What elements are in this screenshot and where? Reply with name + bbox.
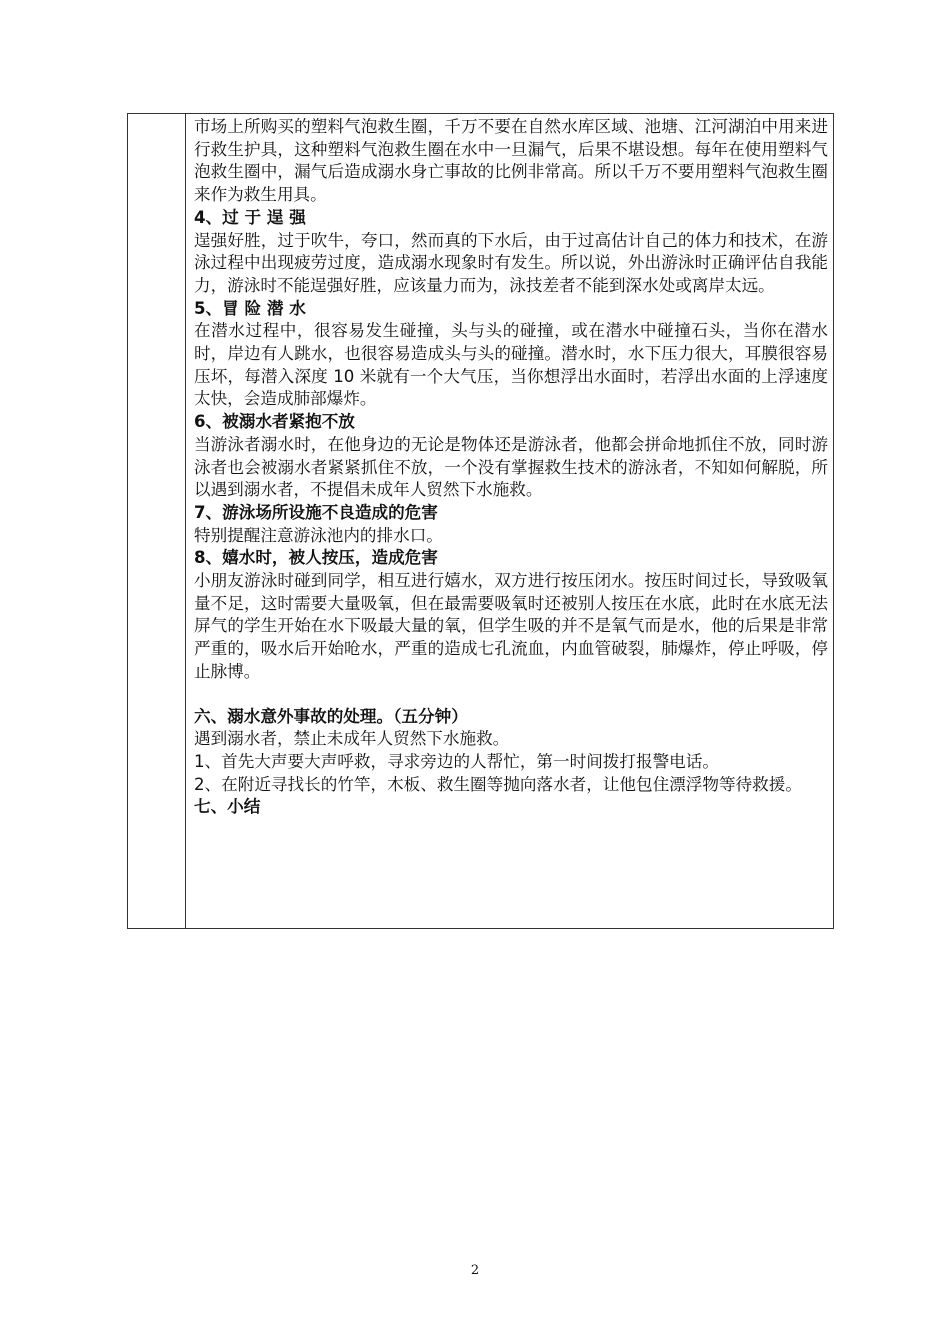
spacer: [194, 684, 828, 706]
part6-line-3: 2、在附近寻找长的竹竿，木板、救生圈等抛向落水者，让他包住漂浮物等待救援。: [194, 774, 802, 794]
intro-paragraph: 市场上所购买的塑料气泡救生圈，千万不要在自然水库区域、池塘、江河湖泊中用来进行救生护具，这种塑料气泡救生圈在水中一旦漏气，后果不堪设想。每年在使用塑料气泡救生圈中，漏气后造成溺水身亡事故的比例非常高。所以千万不要用塑料气泡救生圈来作为救生用具。: [194, 117, 828, 205]
table-content-cell: [194, 116, 828, 819]
section-heading-5: 5、冒 险 潜 水: [194, 298, 306, 318]
section-heading-7: 7、游泳场所设施不良造成的危害: [194, 502, 438, 522]
part7-heading: 七、小结: [194, 797, 261, 817]
part6-heading: 六、溺水意外事故的处理。（五分钟）: [194, 706, 468, 726]
section-body-6: 当游泳者溺水时，在他身边的无论是物体还是游泳者，他都会拼命地抓住不放，同时游泳者也会被溺水者紧紧抓住不放，一个没有掌握救生技术的游泳者，不知如何解脱，所以遇到溺水者，不提倡未成年人贸然下水施救。: [194, 434, 828, 500]
part6-line-1: 遇到溺水者，禁止未成年人贸然下水施救。: [194, 729, 510, 749]
lesson-table: [127, 113, 834, 929]
section-heading-4: 4、过 于 逞 强: [194, 207, 306, 227]
section-heading-6: 6、被溺水者紧抱不放: [194, 412, 355, 432]
section-body-4: 逞强好胜，过于吹牛，夸口，然而真的下水后，由于过高估计自己的体力和技术，在游泳过程中出现疲劳过度，造成溺水现象时有发生。所以说，外出游泳时正确评估自我能力，游泳时不能逞强好胜，应该量力而为，泳技差者不能到深水处或离岸太远。: [194, 230, 828, 295]
section-heading-8: 8、嬉水时，被人按压，造成危害: [194, 548, 438, 568]
section-body-7: 特别提醒注意游泳池内的排水口。: [194, 525, 443, 545]
section-body-8: 小朋友游泳时碰到同学，相互进行嬉水，双方进行按压闭水。按压时间过长，导致吸氧量不足，这时需要大量吸氧，但在最需要吸氧时还被别人按压在水底，此时在水底无法屏气的学生开始在水下吸最大量的氧，但学生吸的并不是氧气而是水，他的后果是非常严重的，吸水后开始呛水，严重的造成七孔流血，内血管破裂，肺爆炸，停止呼吸，停止脉博。: [194, 571, 828, 681]
part6-line-2: 1、首先大声要大声呼救，寻求旁边的人帮忙，第一时间拨打报警电话。: [194, 751, 719, 771]
section-body-5: 在潜水过程中，很容易发生碰撞，头与头的碰撞，或在潜水中碰撞石头，当你在潜水时，岸边有人跳水，也很容易造成头与头的碰撞。潜水时，水下压力很大，耳膜很容易压坏，每潜入深度 10 米就有一个大气压，当你想浮出水面时，若浮出水面的上浮速度太快，会造成肺部爆炸。: [194, 321, 828, 409]
page-number: 2: [470, 1263, 480, 1278]
table-left-column: [128, 114, 186, 928]
